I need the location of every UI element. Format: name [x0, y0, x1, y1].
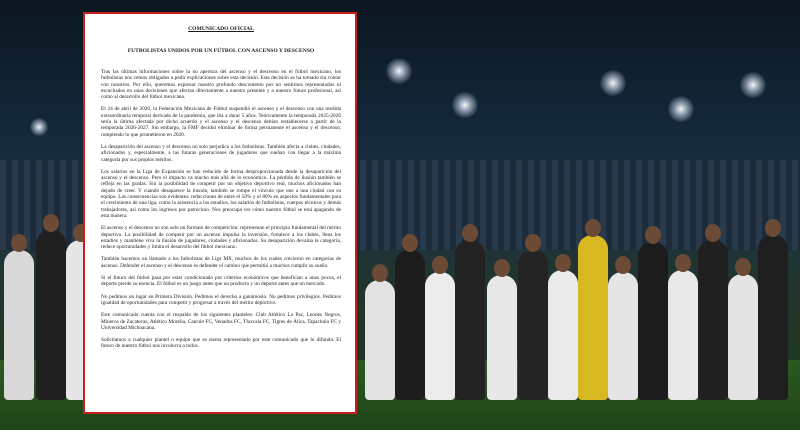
official-statement-card — [83, 12, 357, 414]
statement-paragraph: Solicitamos a cualquier plantel o equipo que se sienta representado por este comunicado que lo difunda. El futuro de nuestro fútbol nos involucra a todos. — [101, 337, 341, 350]
statement-paragraph: La desaparición del ascenso y el descenso no solo perjudica a los futbolistas. También afecta a clubes, ciudades, aficionados y, especialmente, a las futuras generaciones de jugadores que sueñan con llegar a la máxima categoría por sus propios méritos. — [101, 143, 341, 163]
statement-paragraph: Este comunicado cuenta con el respaldo de los siguientes planteles: Club Atlético La Paz, Leones Negros, Mineros de Zacatecas, Atlético Morelia, Cancún FC, Venados FC, Tlaxcala FC, Tigres de Álica, Tapachula FC y Universidad Michoacana. — [101, 312, 341, 331]
statement-paragraph: Si el futuro del fútbol pasa por estar condicionado por criterios económicos que benefician a unos pocos, el deporte pierde su esencia. El fútbol es un juego antes que un producto y un deporte antes que un mercado. — [101, 275, 341, 288]
statement-title: FUTBOLISTAS UNIDOS POR UN FÚTBOL CON ASCENSO Y DESCENSO — [127, 48, 315, 54]
statement-paragraph: Tras las últimas informaciones sobre la no apertura del ascenso y el descenso en el fútbol mexicano, los futbolistas nos vemos obligados a pedir explicaciones sobre esta decisión. Esta decisión se ha tomado sin contar con nosotros. Por ello, queremos expresar nuestro profundo descontento por no sentirnos representados ni escuchados en unas decisiones que afectan directamente a nuestro presente y a nuestro futuro profesional, así como al desarrollo del fútbol mexicano. — [101, 69, 341, 101]
statement-paragraph: Los salarios en la Liga de Expansión se han reducido de forma desproporcionada desde la desaparición del ascenso y el descenso. Pero el impacto va mucho más allá de lo económico. La pérdida de ilusión también se refleja en las gradas. Sin la posibilidad de competir por un objetivo deportivo real, muchos aficionados han dejado de creer. Y cuando desaparece la ilusión, también se rompe el vínculo que une a una ciudad con su equipo. Las consecuencias son evidentes: reducciones de entre el 50% y el 80% en aspectos fundamentales para el crecimiento de una liga, como la asistencia a los estadios, los salarios de futbolistas, cuerpos técnicos y demás trabajadores, así como los ingresos por patrocinio. Nos preocupa ver cómo nuestro fútbol se está apagando de esta manera. — [101, 168, 341, 219]
statement-paragraph: También hacemos un llamado a los futbolistas de Liga MX, muchos de los cuales crecieron en categorías de ascenso. Defender el ascenso y el descenso es defender el camino que permitió a muchos cumplir su sueño. — [101, 256, 341, 269]
statement-paragraph: No pedimos un lugar en Primera División. Pedimos el derecho a ganárnoslo. No pedimos privilegios. Pedimos igualdad de oportunidades para competir y progresar a través del mérito deportivo. — [101, 293, 341, 306]
statement-paragraph: El ascenso y el descenso no son solo un formato de competición; representan el principio fundamental del mérito deportivo. La posibilidad de competir por un ascenso impulsa la inversión, fortalece a los clubes, llena los estadios y mantiene viva la ilusión de jugadores, ciudades y aficionados. Su desaparición devalúa la categoría, reduce oportunidades y limita el desarrollo del fútbol mexicano. — [101, 225, 341, 251]
statement-paragraph: El 24 de abril de 2020, la Federación Mexicana de Fútbol suspendió el ascenso y el descenso con una medida extraordinaria temporal derivada de la pandemia, que iba a durar 5 años. Teóricamente la temporada 2025-2026 sería la última afectada por dicho acuerdo y el ascenso y el descenso debían restablecerse a partir de la temporada 2026-2027. Sin embargo, la FMF decidió eliminar de forma permanente el ascenso y el descenso, rompiendo lo que prometieron en 2020. — [101, 106, 341, 138]
statement-header: COMUNICADO OFICIAL — [188, 26, 254, 32]
